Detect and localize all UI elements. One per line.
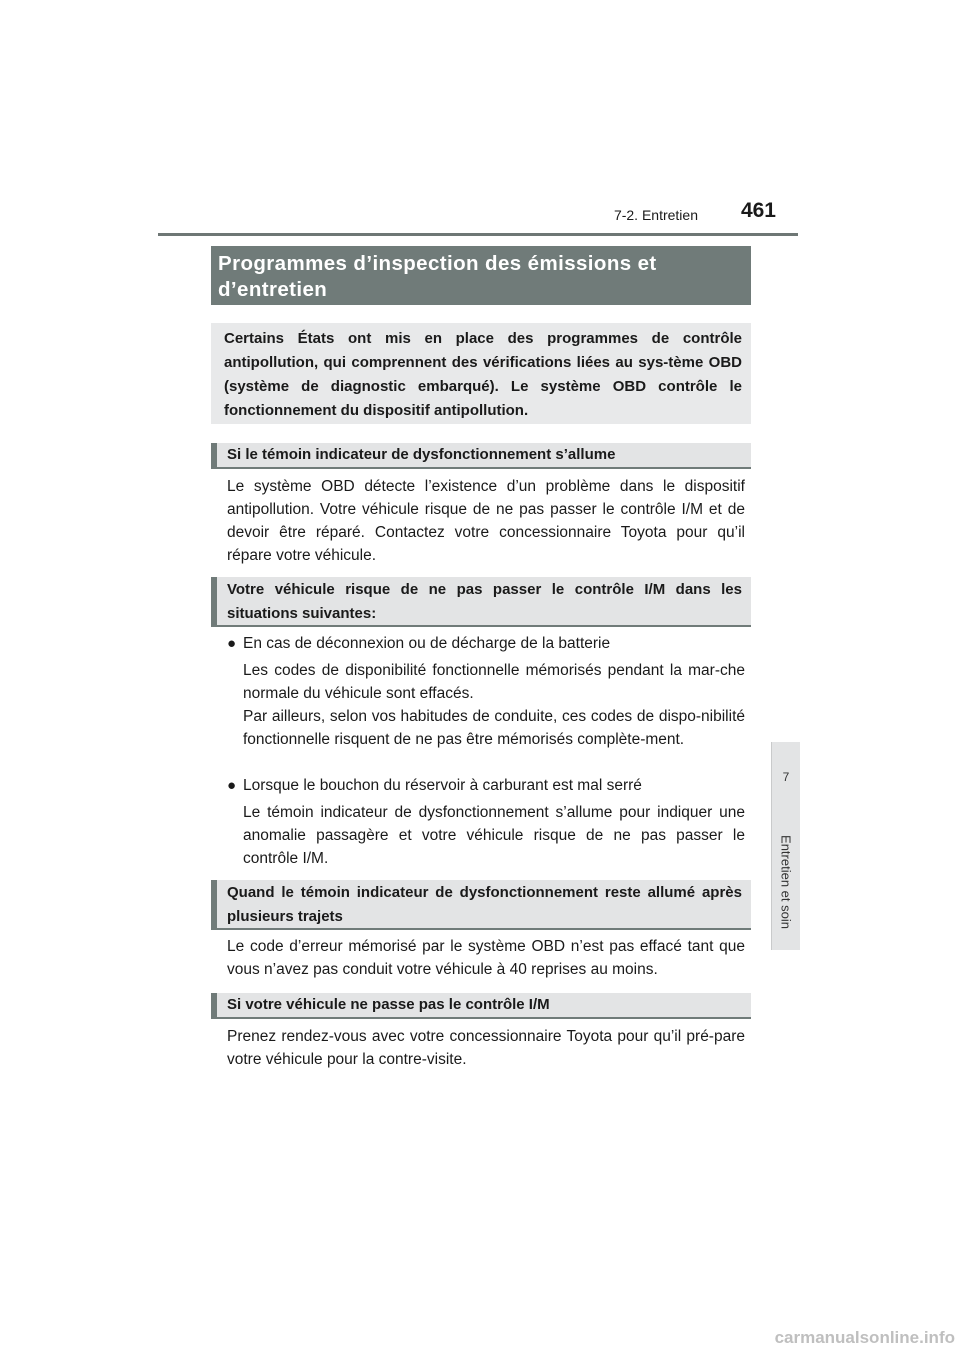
bullet-text-battery-a: Les codes de disponibilité fonctionnelle mémorisés pendant la mar-che normale du véhicule sont effacés.	[243, 662, 745, 702]
header-section-label: 7-2. Entretien	[613, 207, 698, 223]
section-heading-failed-inspection: Si votre véhicule ne passe pas le contrôle I/M	[211, 993, 751, 1019]
page-title: Programmes d’inspection des émissions et d’entretien	[211, 246, 751, 305]
section-heading-lamp-stays-on: Quand le témoin indicateur de dysfonctionnement reste allumé après plusieurs trajets	[211, 880, 751, 930]
chapter-number: 7	[782, 770, 790, 784]
watermark: carmanualsonline.info	[774, 1328, 955, 1347]
chapter-label: Entretien et soin	[778, 835, 794, 929]
intro-box: Certains États ont mis en place des programmes de contrôle antipollution, qui comprennent des vérifications liées au sys-tème OBD (système de diagnostic embarqué). Le système OBD contrôle le fonctionnement du dispositif antipollution.	[211, 323, 751, 424]
section-body-malfunction-lamp: Le système OBD détecte l’existence d’un problème dans le dispositif antipollution. Votre véhicule risque de ne pas passer le contrôle I/M et de devoir être réparé. Contactez votre concessionnaire Toyota pour qu’il répare votre véhicule.	[227, 478, 745, 564]
section-heading-malfunction-lamp: Si le témoin indicateur de dysfonctionnement s’allume	[211, 443, 751, 469]
bullet-item-battery	[227, 632, 745, 655]
bullet-label: En cas de déconnexion ou de décharge de la batterie	[243, 635, 611, 652]
page-number: 461	[740, 199, 776, 222]
bullet-text-battery-b: Par ailleurs, selon vos habitudes de conduite, ces codes de dispo-nibilité fonctionnelle risquent de ne pas être mémorisés complète-ment.	[243, 708, 745, 748]
bullet-text-fuel-cap: Le témoin indicateur de dysfonctionnement s’allume pour indiquer une anomalie passagère et votre véhicule risque de ne pas passer le contrôle I/M.	[243, 804, 745, 867]
bullet-label: Lorsque le bouchon du réservoir à carburant est mal serré	[243, 777, 642, 794]
section-body-lamp-stays-on: Le code d’erreur mémorisé par le système OBD n’est pas effacé tant que vous n’avez pas conduit votre véhicule à 40 reprises au moins.	[227, 938, 745, 978]
section-heading-fail-situations: Votre véhicule risque de ne pas passer le contrôle I/M dans les situations suivantes:	[211, 577, 751, 627]
bullet-item-fuel-cap	[227, 774, 745, 797]
header-rule	[158, 233, 798, 236]
section-body-failed-inspection: Prenez rendez-vous avec votre concessionnaire Toyota pour qu’il pré-pare votre véhicule pour la contre-visite.	[227, 1028, 745, 1068]
bullet-icon: ●	[227, 777, 237, 794]
bullet-icon: ●	[227, 635, 237, 652]
chapter-tab	[771, 742, 800, 950]
